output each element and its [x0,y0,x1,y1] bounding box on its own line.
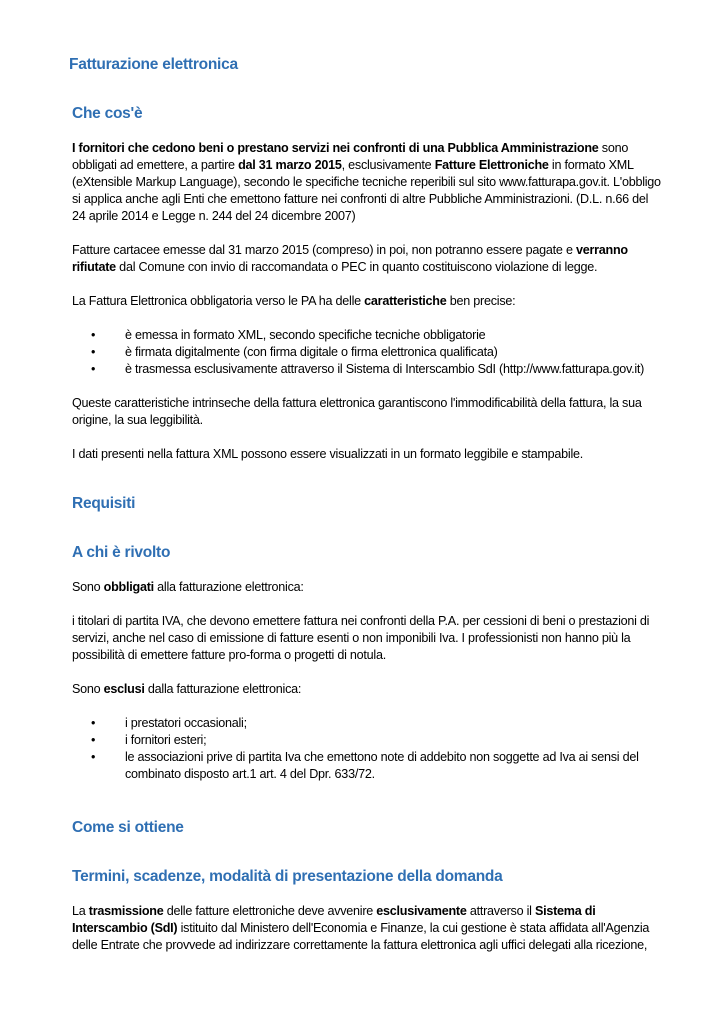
text-span: Sono [72,682,104,696]
list-item-text: i prestatori occasionali; [125,716,247,730]
text-span: delle fatture elettroniche deve avvenire [163,904,377,918]
list-item [72,715,662,732]
bullet-icon: • [91,328,96,342]
paragraph-titolari: i titolari di partita IVA, che devono emettere fattura nei confronti della P.A. per cessioni di beni o prestazioni di servizi, anche nel caso di emissione di fatture esenti o non imponibili Iva. I professionisti non hanno più la possibilità di emettere fatture pro-forma o progetti di notula. [72,614,650,662]
paragraph-trasmissione [72,903,662,954]
bold-text: esclusivamente [376,904,467,918]
document-body [69,52,662,954]
list-item-text: è emessa in formato XML, secondo specifiche tecniche obbligatorie [125,328,486,342]
bold-text: caratteristiche [364,294,447,308]
list-esclusi [72,715,662,783]
list-item-text: è trasmessa esclusivamente attraverso il Sistema di Interscambio SdI (http://www.fatturapa.gov.it) [125,362,645,376]
text-span: dal Comune con invio di raccomandata o PEC in quanto costituiscono violazione di legge. [115,260,598,274]
bullet-icon: • [91,733,96,747]
bullet-icon: • [91,750,96,764]
paragraph-esclusi [72,681,662,698]
list-item [72,327,662,344]
list-caratteristiche [72,327,662,378]
bold-text: obbligati [103,580,154,594]
document-title: Fatturazione elettronica [69,56,238,73]
bold-text: Sistema di Interscambio (SdI) [72,904,596,935]
list-item [72,749,662,783]
heading-che-cose: Che cos'è [72,105,143,122]
list-item [72,361,662,378]
heading-termini: Termini, scadenze, modalità di presentazione della domanda [72,868,503,885]
heading-come-si-ottiene: Come si ottiene [72,819,184,836]
text-span: in formato XML (eXtensible Markup Language), secondo le specifiche tecniche reperibili sul sito www.fatturapa.gov.it. L'obbligo si applica anche agli Enti che emettono fatture nei confronti di altre Pubbliche Amministrazioni. (D.L. n.66 del 24 aprile 2014 e Legge n. 244 del 24 dicembre 2007) [72,158,661,223]
text-span: Sono [72,580,104,594]
paragraph-dati-xml: I dati presenti nella fattura XML possono essere visualizzati in un formato leggibile e stampabile. [72,447,584,461]
heading-requisiti: Requisiti [72,495,136,512]
heading-a-chi: A chi è rivolto [72,544,171,561]
bold-text: dal 31 marzo 2015 [238,158,342,172]
text-span: ben precise: [446,294,516,308]
list-item-text: i fornitori esteri; [125,733,207,747]
paragraph-fatture-cartacee [72,242,662,276]
text-span: La [72,904,89,918]
list-item-text: le associazioni prive di partita Iva che emettono note di addebito non soggette ad Iva ai sensi del combinato disposto art.1 art. 4 del Dpr. 633/72. [125,750,639,781]
text-span: La Fattura Elettronica obbligatoria verso le PA ha delle [72,294,365,308]
text-span: dalla fatturazione elettronica: [144,682,302,696]
text-span: sono obbligati ad emettere, a partire [72,141,629,172]
text-span: , esclusivamente [341,158,435,172]
paragraph-fornitori [72,140,662,225]
paragraph-immodificabilita: Queste caratteristiche intrinseche della fattura elettronica garantiscono l'immodificabilità della fattura, la sua origine, la sua leggibilità. [72,396,642,427]
list-item [72,732,662,749]
paragraph-obbligati [72,579,662,596]
list-item-text: è firmata digitalmente (con firma digitale o firma elettronica qualificata) [125,345,498,359]
bold-text: trasmissione [88,904,164,918]
text-span: alla fatturazione elettronica: [153,580,304,594]
bold-text: I fornitori che cedono beni o prestano servizi nei confronti di una Pubblica Amministrazione [72,141,599,155]
bullet-icon: • [91,362,96,376]
bullet-icon: • [91,345,96,359]
text-span: istituito dal Ministero dell'Economia e Finanze, la cui gestione è stata affidata all'Agenzia delle Entrate che provvede ad indirizzare correttamente la fattura elettronica agli uffici delegati alla ricezione, [72,921,650,952]
paragraph-caratteristiche [72,293,662,310]
list-item [72,344,662,361]
text-span: attraverso il [466,904,535,918]
bold-text: esclusi [103,682,145,696]
bold-text: verranno rifiutate [72,243,628,274]
bullet-icon: • [91,716,96,730]
text-span: Fatture cartacee emesse dal 31 marzo 2015 (compreso) in poi, non potranno essere pagate e [72,243,576,257]
bold-text: Fatture Elettroniche [434,158,549,172]
